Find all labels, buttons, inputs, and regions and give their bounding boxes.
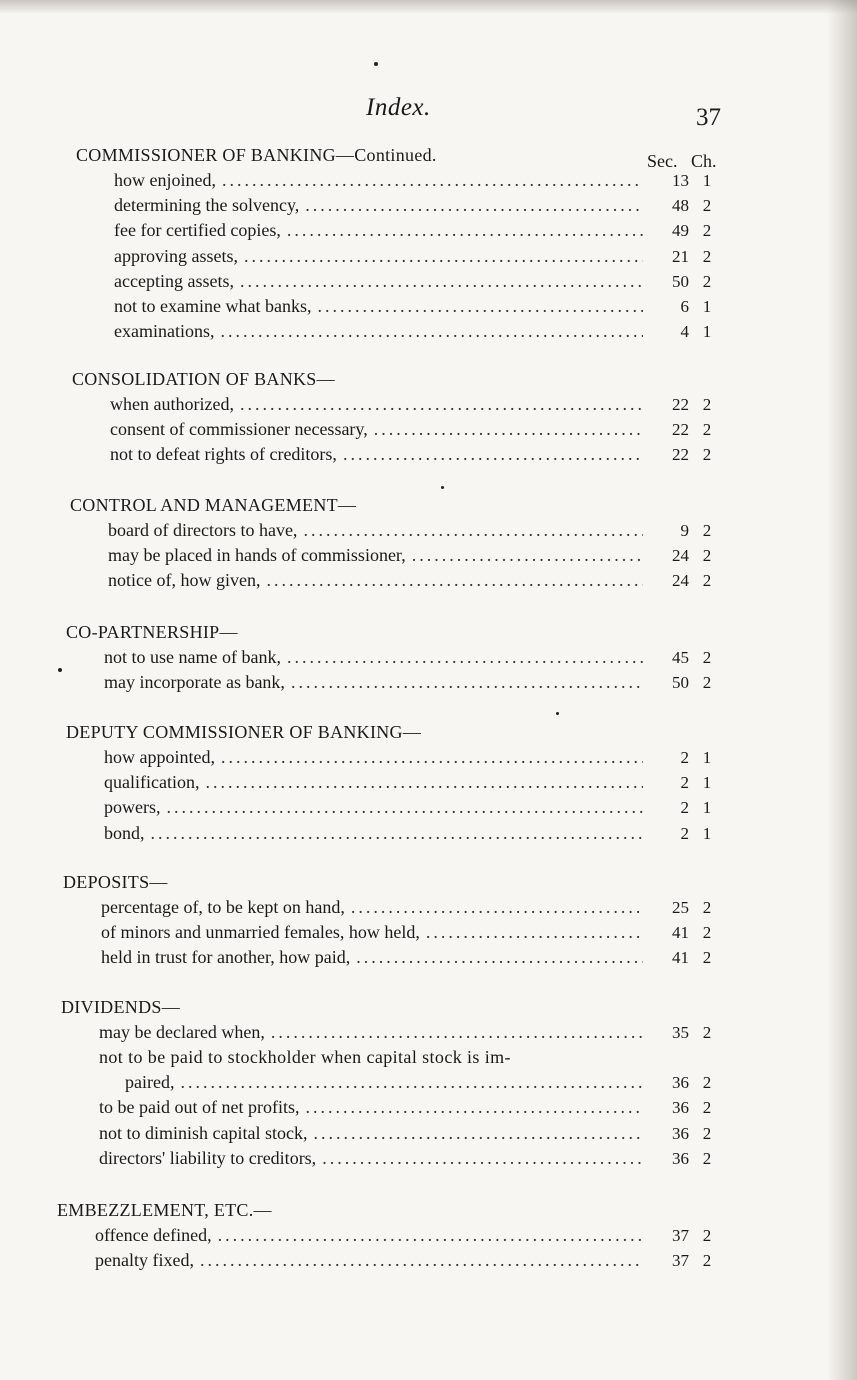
index-section bbox=[76, 142, 725, 344]
section-number: 9 bbox=[680, 521, 689, 540]
entry-label: penalty fixed, bbox=[95, 1250, 194, 1271]
dot-leader bbox=[180, 1070, 643, 1095]
section-heading: DEPUTY COMMISSIONER OF BANKING— bbox=[66, 722, 422, 742]
index-entry bbox=[72, 417, 725, 442]
index-entry bbox=[63, 920, 725, 945]
chapter-number: 2 bbox=[702, 445, 712, 465]
dot-leader bbox=[343, 442, 643, 467]
section-heading: CO-PARTNERSHIP— bbox=[66, 622, 238, 642]
column-header-ch: Ch. bbox=[691, 151, 717, 171]
index-entry bbox=[63, 945, 725, 970]
section-number: 2 bbox=[680, 823, 689, 843]
section-heading: COMMISSIONER OF BANKING—Continued. bbox=[76, 145, 437, 165]
chapter-number: 2 bbox=[702, 546, 712, 566]
dot-leader bbox=[205, 770, 643, 795]
section-number: 22 bbox=[672, 395, 689, 414]
index-entry bbox=[61, 1020, 725, 1045]
entry-label: not to diminish capital stock, bbox=[99, 1122, 308, 1143]
index-section bbox=[66, 719, 725, 846]
section-heading: CONTROL AND MANAGEMENT— bbox=[70, 495, 357, 515]
index-entry bbox=[61, 1070, 725, 1095]
section-heading: DIVIDENDS— bbox=[61, 997, 180, 1017]
chapter-number: 2 bbox=[702, 1251, 712, 1271]
entry-label: powers, bbox=[104, 797, 161, 818]
index-section bbox=[66, 619, 725, 695]
print-speck bbox=[58, 668, 62, 672]
section-number: 24 bbox=[672, 546, 689, 566]
section-number: 35 bbox=[672, 1023, 689, 1042]
print-speck bbox=[556, 712, 559, 715]
dot-leader bbox=[305, 1095, 643, 1120]
index-entry bbox=[72, 392, 725, 417]
index-entry bbox=[76, 319, 725, 344]
chapter-number: 1 bbox=[702, 171, 712, 190]
chapter-number: 2 bbox=[702, 246, 712, 266]
entry-label-continuation: paired, bbox=[125, 1072, 175, 1093]
section-number: 24 bbox=[672, 571, 689, 591]
dot-leader bbox=[287, 645, 643, 670]
entry-label: of minors and unmarried females, how held, bbox=[101, 922, 420, 943]
entry-label: examinations, bbox=[114, 321, 215, 342]
index-entry bbox=[61, 1146, 725, 1171]
index-entry bbox=[70, 543, 725, 568]
dot-leader bbox=[266, 568, 643, 593]
index-section bbox=[70, 492, 725, 594]
entry-label: determining the solvency, bbox=[114, 195, 300, 216]
section-number: 25 bbox=[672, 898, 689, 917]
index-entry bbox=[66, 670, 725, 695]
entry-label: not to be paid to stockholder when capital stock is im- bbox=[99, 1047, 511, 1068]
index-section bbox=[57, 1197, 725, 1273]
dot-leader bbox=[200, 1248, 643, 1273]
dot-leader bbox=[240, 269, 643, 294]
chapter-number: 2 bbox=[702, 221, 712, 241]
index-entry bbox=[72, 442, 725, 467]
section-number: 50 bbox=[672, 673, 689, 693]
entry-label: not to defeat rights of creditors, bbox=[110, 444, 337, 465]
dot-leader bbox=[220, 319, 643, 344]
dot-leader bbox=[351, 895, 643, 920]
dot-leader bbox=[374, 417, 643, 442]
dot-leader bbox=[240, 392, 643, 417]
entry-label: to be paid out of net profits, bbox=[99, 1097, 300, 1118]
entry-label: how enjoined, bbox=[114, 170, 216, 190]
section-number: 36 bbox=[672, 1098, 689, 1118]
section-number: 45 bbox=[672, 648, 689, 667]
entry-label: not to examine what banks, bbox=[114, 295, 312, 316]
index-section bbox=[61, 994, 725, 1171]
chapter-number: 1 bbox=[702, 322, 712, 342]
section-number: 36 bbox=[672, 1148, 689, 1168]
chapter-number: 2 bbox=[702, 1023, 712, 1042]
section-number: 22 bbox=[672, 445, 689, 465]
chapter-number: 2 bbox=[702, 571, 712, 591]
index-entry bbox=[66, 795, 725, 820]
section-number: 22 bbox=[672, 420, 689, 440]
index-entry bbox=[66, 645, 725, 670]
section-number: 50 bbox=[672, 271, 689, 291]
dot-leader bbox=[412, 543, 643, 568]
entry-label: may incorporate as bank, bbox=[104, 672, 285, 693]
section-heading: DEPOSITS— bbox=[63, 872, 168, 892]
section-number: 41 bbox=[672, 948, 689, 968]
section-number: 2 bbox=[680, 798, 689, 818]
section-number: 2 bbox=[680, 773, 689, 793]
chapter-number: 2 bbox=[702, 1073, 712, 1093]
index-entry bbox=[66, 745, 725, 770]
index-entry bbox=[57, 1223, 725, 1248]
index-entry bbox=[76, 269, 725, 294]
section-heading: CONSOLIDATION OF BANKS— bbox=[72, 369, 335, 389]
entry-label: approving assets, bbox=[114, 245, 238, 266]
entry-label: notice of, how given, bbox=[108, 570, 261, 591]
index-entry-line bbox=[61, 1045, 725, 1070]
index-entry bbox=[61, 1121, 725, 1146]
index-entry bbox=[76, 193, 725, 218]
column-header-sec: Sec. bbox=[647, 151, 678, 171]
section-number: 49 bbox=[672, 221, 689, 241]
section-number: 48 bbox=[672, 196, 689, 216]
entry-label: board of directors to have, bbox=[108, 520, 298, 540]
entry-label: not to use name of bank, bbox=[104, 647, 281, 667]
dot-leader bbox=[151, 821, 644, 846]
index-entry bbox=[70, 568, 725, 593]
dot-leader bbox=[244, 244, 643, 269]
chapter-number: 2 bbox=[702, 923, 712, 943]
entry-label: fee for certified copies, bbox=[114, 220, 281, 241]
chapter-number: 2 bbox=[702, 648, 712, 667]
index-entry bbox=[76, 244, 725, 269]
dot-leader bbox=[222, 168, 643, 193]
section-number: 41 bbox=[672, 923, 689, 943]
chapter-number: 2 bbox=[702, 948, 712, 968]
index-section bbox=[63, 869, 725, 971]
index-entry bbox=[66, 821, 725, 846]
dot-leader bbox=[426, 920, 643, 945]
dot-leader bbox=[287, 218, 643, 243]
section-number: 13 bbox=[672, 171, 689, 190]
index-entry bbox=[57, 1248, 725, 1273]
dot-leader bbox=[303, 518, 643, 543]
chapter-number: 1 bbox=[702, 773, 712, 793]
dot-leader bbox=[218, 1223, 643, 1248]
dot-leader bbox=[313, 1121, 643, 1146]
page-number: 37 bbox=[696, 104, 721, 131]
index-entry bbox=[61, 1095, 725, 1120]
dot-leader bbox=[356, 945, 643, 970]
section-number: 36 bbox=[672, 1073, 689, 1093]
section-number: 21 bbox=[672, 246, 689, 266]
index-section bbox=[72, 366, 725, 468]
index-entry bbox=[63, 895, 725, 920]
section-number: 36 bbox=[672, 1123, 689, 1143]
index-entry bbox=[76, 218, 725, 243]
entry-label: offence defined, bbox=[95, 1225, 212, 1245]
section-heading: EMBEZZLEMENT, ETC.— bbox=[57, 1200, 272, 1220]
dot-leader bbox=[291, 670, 643, 695]
chapter-number: 1 bbox=[702, 748, 712, 767]
chapter-number: 2 bbox=[702, 420, 712, 440]
chapter-number: 2 bbox=[702, 1226, 712, 1245]
entry-label: accepting assets, bbox=[114, 270, 234, 291]
dot-leader bbox=[322, 1146, 643, 1171]
chapter-number: 1 bbox=[702, 823, 712, 843]
chapter-number: 2 bbox=[702, 271, 712, 291]
entry-label: bond, bbox=[104, 822, 145, 843]
entry-label: consent of commissioner necessary, bbox=[110, 419, 368, 440]
dot-leader bbox=[167, 795, 644, 820]
print-speck bbox=[441, 486, 444, 489]
index-entry bbox=[76, 168, 725, 193]
section-number: 37 bbox=[672, 1226, 689, 1245]
entry-label: how appointed, bbox=[104, 747, 215, 767]
chapter-number: 1 bbox=[702, 296, 712, 316]
chapter-number: 2 bbox=[702, 1148, 712, 1168]
index-entry bbox=[76, 294, 725, 319]
index-entry bbox=[66, 770, 725, 795]
chapter-number: 1 bbox=[702, 798, 712, 818]
index-entry bbox=[70, 518, 725, 543]
running-head: Index. bbox=[366, 94, 431, 121]
dot-leader bbox=[305, 193, 643, 218]
chapter-number: 2 bbox=[702, 395, 712, 414]
entry-label: when authorized, bbox=[110, 394, 234, 414]
chapter-number: 2 bbox=[702, 521, 712, 540]
chapter-number: 2 bbox=[702, 1123, 712, 1143]
dot-leader bbox=[221, 745, 643, 770]
print-speck bbox=[374, 62, 378, 66]
chapter-number: 2 bbox=[702, 673, 712, 693]
entry-label: may be declared when, bbox=[99, 1022, 265, 1042]
entry-label: may be placed in hands of commissioner, bbox=[108, 545, 406, 566]
section-number: 2 bbox=[680, 748, 689, 767]
chapter-number: 2 bbox=[702, 196, 712, 216]
entry-label: qualification, bbox=[104, 772, 200, 793]
chapter-number: 2 bbox=[702, 1098, 712, 1118]
section-number: 37 bbox=[672, 1251, 689, 1271]
dot-leader bbox=[271, 1020, 643, 1045]
entry-label: percentage of, to be kept on hand, bbox=[101, 897, 345, 917]
dot-leader bbox=[317, 294, 643, 319]
section-number: 6 bbox=[680, 296, 689, 316]
section-number: 4 bbox=[680, 322, 689, 342]
entry-label: directors' liability to creditors, bbox=[99, 1147, 317, 1168]
chapter-number: 2 bbox=[702, 898, 712, 917]
entry-label: held in trust for another, how paid, bbox=[101, 947, 351, 968]
